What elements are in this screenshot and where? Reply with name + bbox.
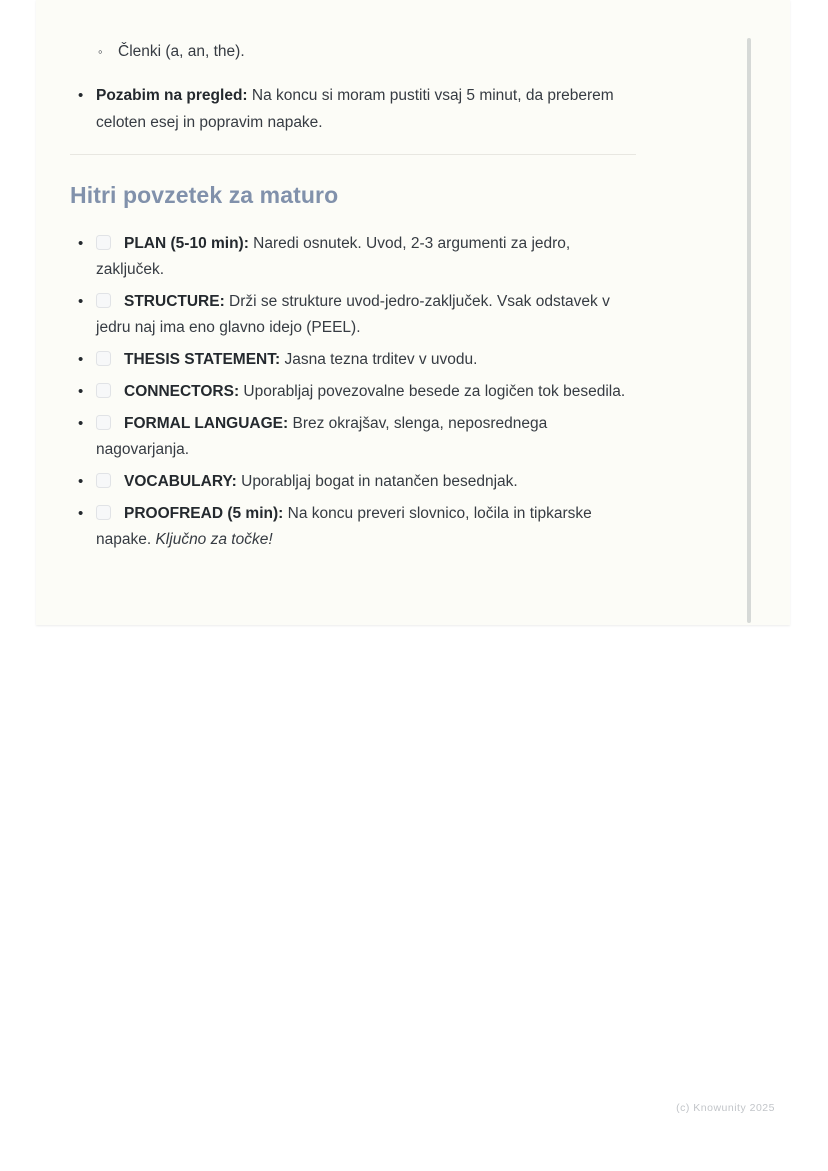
checklist-item-text bbox=[96, 347, 636, 373]
dot-bullet-icon: • bbox=[78, 293, 84, 310]
checklist-item-label: FORMAL LANGUAGE: bbox=[124, 415, 289, 432]
dot-bullet-icon: • bbox=[78, 415, 84, 432]
checklist-item-body: Na koncu preveri slovnico, ločila in tipkarske napake. bbox=[96, 505, 592, 548]
checkbox-unchecked-icon[interactable] bbox=[96, 235, 111, 250]
list-item-body: Na koncu si moram pustiti vsaj 5 minut, da preberem celoten esej in popravim napake. bbox=[96, 87, 614, 131]
checklist-item-body: Drži se strukture uvod-jedro-zaključek. Vsak odstavek v jedru naj ima eno glavno idejo (PEEL). bbox=[96, 293, 610, 336]
checklist-item-text bbox=[96, 289, 636, 341]
section-heading: Hitri povzetek za maturo bbox=[70, 182, 339, 208]
checklist-item bbox=[70, 289, 636, 341]
checkbox-unchecked-icon[interactable] bbox=[96, 351, 111, 366]
checklist-item bbox=[70, 411, 636, 463]
checklist-item-text bbox=[96, 469, 636, 495]
checklist-item-body: Uporabljaj bogat in natančen besednjak. bbox=[236, 473, 518, 490]
checklist-item-text bbox=[96, 231, 636, 283]
checklist-item bbox=[70, 469, 636, 495]
checkbox-unchecked-icon[interactable] bbox=[96, 383, 111, 398]
checklist-item bbox=[70, 231, 636, 283]
dot-bullet-icon: • bbox=[78, 87, 84, 104]
checkbox-unchecked-icon[interactable] bbox=[96, 415, 111, 430]
checklist-item-text bbox=[96, 501, 636, 553]
list-item-label: Pozabim na pregled: bbox=[96, 87, 248, 104]
checklist-item-body: Naredi osnutek. Uvod, 2-3 argumenti za jedro, zaključek. bbox=[96, 235, 571, 278]
checklist-item-label: PROOFREAD (5 min): bbox=[124, 505, 284, 522]
copyright-footer: (c) Knowunity 2025 bbox=[676, 1102, 775, 1114]
dot-bullet-icon: • bbox=[78, 505, 84, 522]
dot-bullet-icon: • bbox=[78, 473, 84, 490]
checkbox-unchecked-icon[interactable] bbox=[96, 473, 111, 488]
checklist-item-italic-note: Ključno za točke! bbox=[155, 531, 273, 548]
checklist-item-label: STRUCTURE: bbox=[124, 293, 225, 310]
checkbox-unchecked-icon[interactable] bbox=[96, 505, 111, 520]
list-item bbox=[70, 82, 636, 136]
list-item-text bbox=[96, 82, 636, 136]
checklist-item-label: PLAN (5-10 min): bbox=[124, 235, 249, 252]
dot-bullet-icon: • bbox=[78, 383, 84, 400]
checklist-item bbox=[70, 501, 636, 553]
checklist-item-body: Uporabljaj povezovalne besede za logičen tok besedila. bbox=[239, 383, 626, 400]
scrollbar-thumb[interactable] bbox=[747, 38, 751, 623]
dot-bullet-icon: • bbox=[78, 235, 84, 252]
checklist-item-body: Brez okrajšav, slenga, neposrednega nagovarjanja. bbox=[96, 415, 548, 458]
list-item bbox=[70, 41, 636, 63]
checklist-item-text bbox=[96, 411, 636, 463]
checklist-item bbox=[70, 379, 636, 405]
checklist bbox=[70, 231, 636, 553]
section-divider bbox=[70, 154, 636, 155]
list-item-text: Členki (a, an, the). bbox=[118, 43, 245, 60]
checkbox-unchecked-icon[interactable] bbox=[96, 293, 111, 308]
document-content bbox=[70, 0, 636, 559]
checklist-item-label: VOCABULARY: bbox=[124, 473, 237, 490]
checklist-item-label: CONNECTORS: bbox=[124, 383, 240, 400]
document-page bbox=[36, 0, 790, 625]
checklist-item-label: THESIS STATEMENT: bbox=[124, 351, 281, 368]
checklist-item bbox=[70, 347, 636, 373]
checklist-item-text bbox=[96, 379, 636, 405]
checklist-item-body: Jasna tezna trditev v uvodu. bbox=[280, 351, 478, 368]
circle-bullet-icon: ◦ bbox=[98, 44, 103, 59]
dot-bullet-icon: • bbox=[78, 351, 84, 368]
